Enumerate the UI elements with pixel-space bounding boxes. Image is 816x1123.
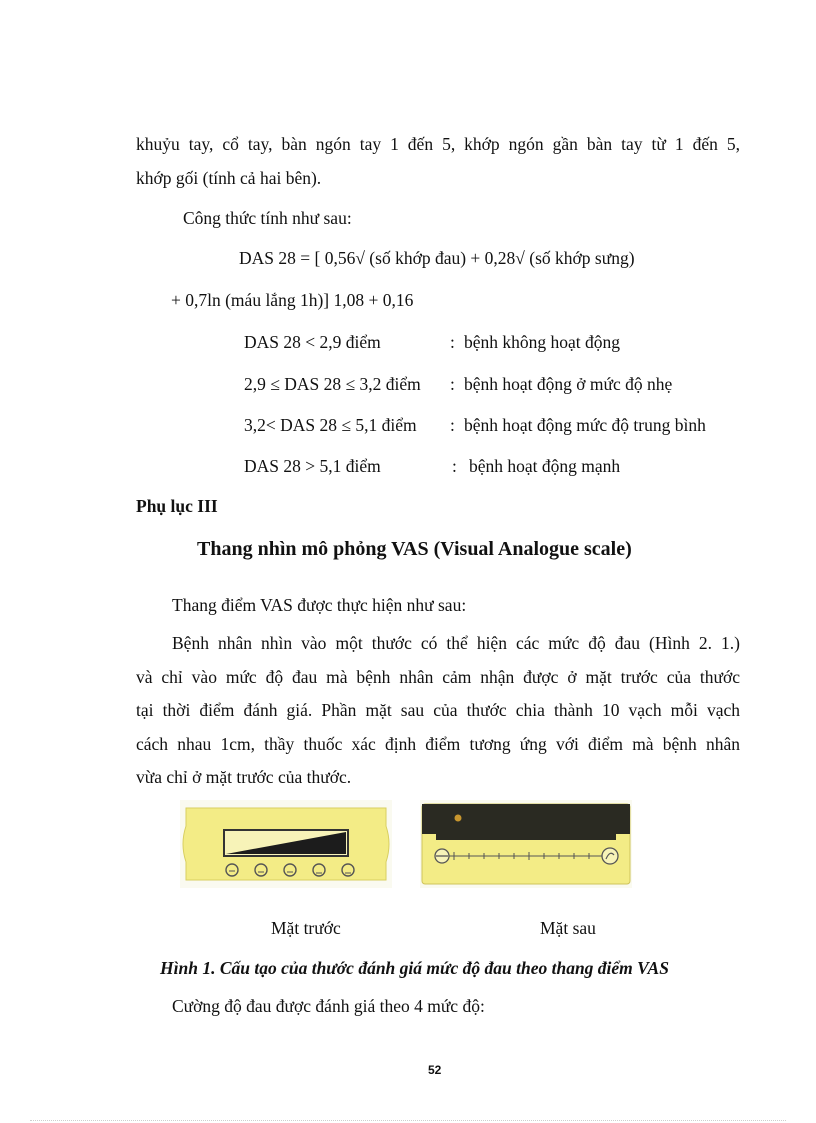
das-meaning: bệnh hoạt động mức độ trung bình [464,415,706,435]
figure-front-label: Mặt trước [271,918,341,938]
vas-ruler-front-image [180,800,392,888]
body-text-line: và chỉ vào mức độ đau mà bệnh nhân cảm nhận được ở mặt trước của thước [136,667,740,687]
appendix-label: Phụ lục III [136,496,218,516]
das-range: 2,9 ≤ DAS 28 ≤ 3,2 điểm [244,374,421,394]
das-colon: : [450,415,455,435]
body-text-line: tại thời điểm đánh giá. Phần mặt sau của thước chia thành 10 vạch mỗi vạch [136,700,740,720]
body-text-line: khuỷu tay, cổ tay, bàn ngón tay 1 đến 5, khớp ngón gần bàn tay từ 1 đến 5, [136,134,740,154]
vas-intro: Thang điểm VAS được thực hiện như sau: [172,595,467,615]
das-colon: : [450,332,455,352]
das-meaning: bệnh hoạt động mạnh [469,456,621,476]
formula-intro: Công thức tính như sau: [183,208,352,228]
page-number: 52 [428,1063,442,1077]
body-text-line: vừa chỉ ở mặt trước của thước. [136,767,352,787]
body-text-line: khớp gối (tính cả hai bên). [136,168,322,188]
formula-line: DAS 28 = [ 0,56√ (số khớp đau) + 0,28√ (số khớp sưng) [239,248,635,268]
section-title: Thang nhìn mô phỏng VAS (Visual Analogue scale) [197,538,632,560]
das-meaning: bệnh hoạt động ở mức độ nhẹ [464,374,673,394]
footer-divider [30,1120,786,1121]
figure-caption: Hình 1. Cấu tạo của thước đánh giá mức độ đau theo thang điểm VAS [160,958,669,978]
formula-line: + 0,7ln (máu lắng 1h)] 1,08 + 0,16 [171,290,414,310]
pain-levels-intro: Cường độ đau được đánh giá theo 4 mức độ: [172,996,485,1016]
vas-ruler-back-image [420,800,632,888]
das-colon: : [452,456,457,476]
figure-back-label: Mặt sau [540,918,596,938]
das-range: 3,2< DAS 28 ≤ 5,1 điểm [244,415,417,435]
body-text-line: cách nhau 1cm, thầy thuốc xác định điểm tương ứng với điểm mà bệnh nhân [136,734,740,754]
das-range: DAS 28 > 5,1 điểm [244,456,381,476]
das-range: DAS 28 < 2,9 điểm [244,332,381,352]
das-meaning: bệnh không hoạt động [464,332,621,352]
das-colon: : [450,374,455,394]
body-text-line: Bệnh nhân nhìn vào một thước có thể hiện các mức độ đau (Hình 2. 1.) [172,633,740,653]
